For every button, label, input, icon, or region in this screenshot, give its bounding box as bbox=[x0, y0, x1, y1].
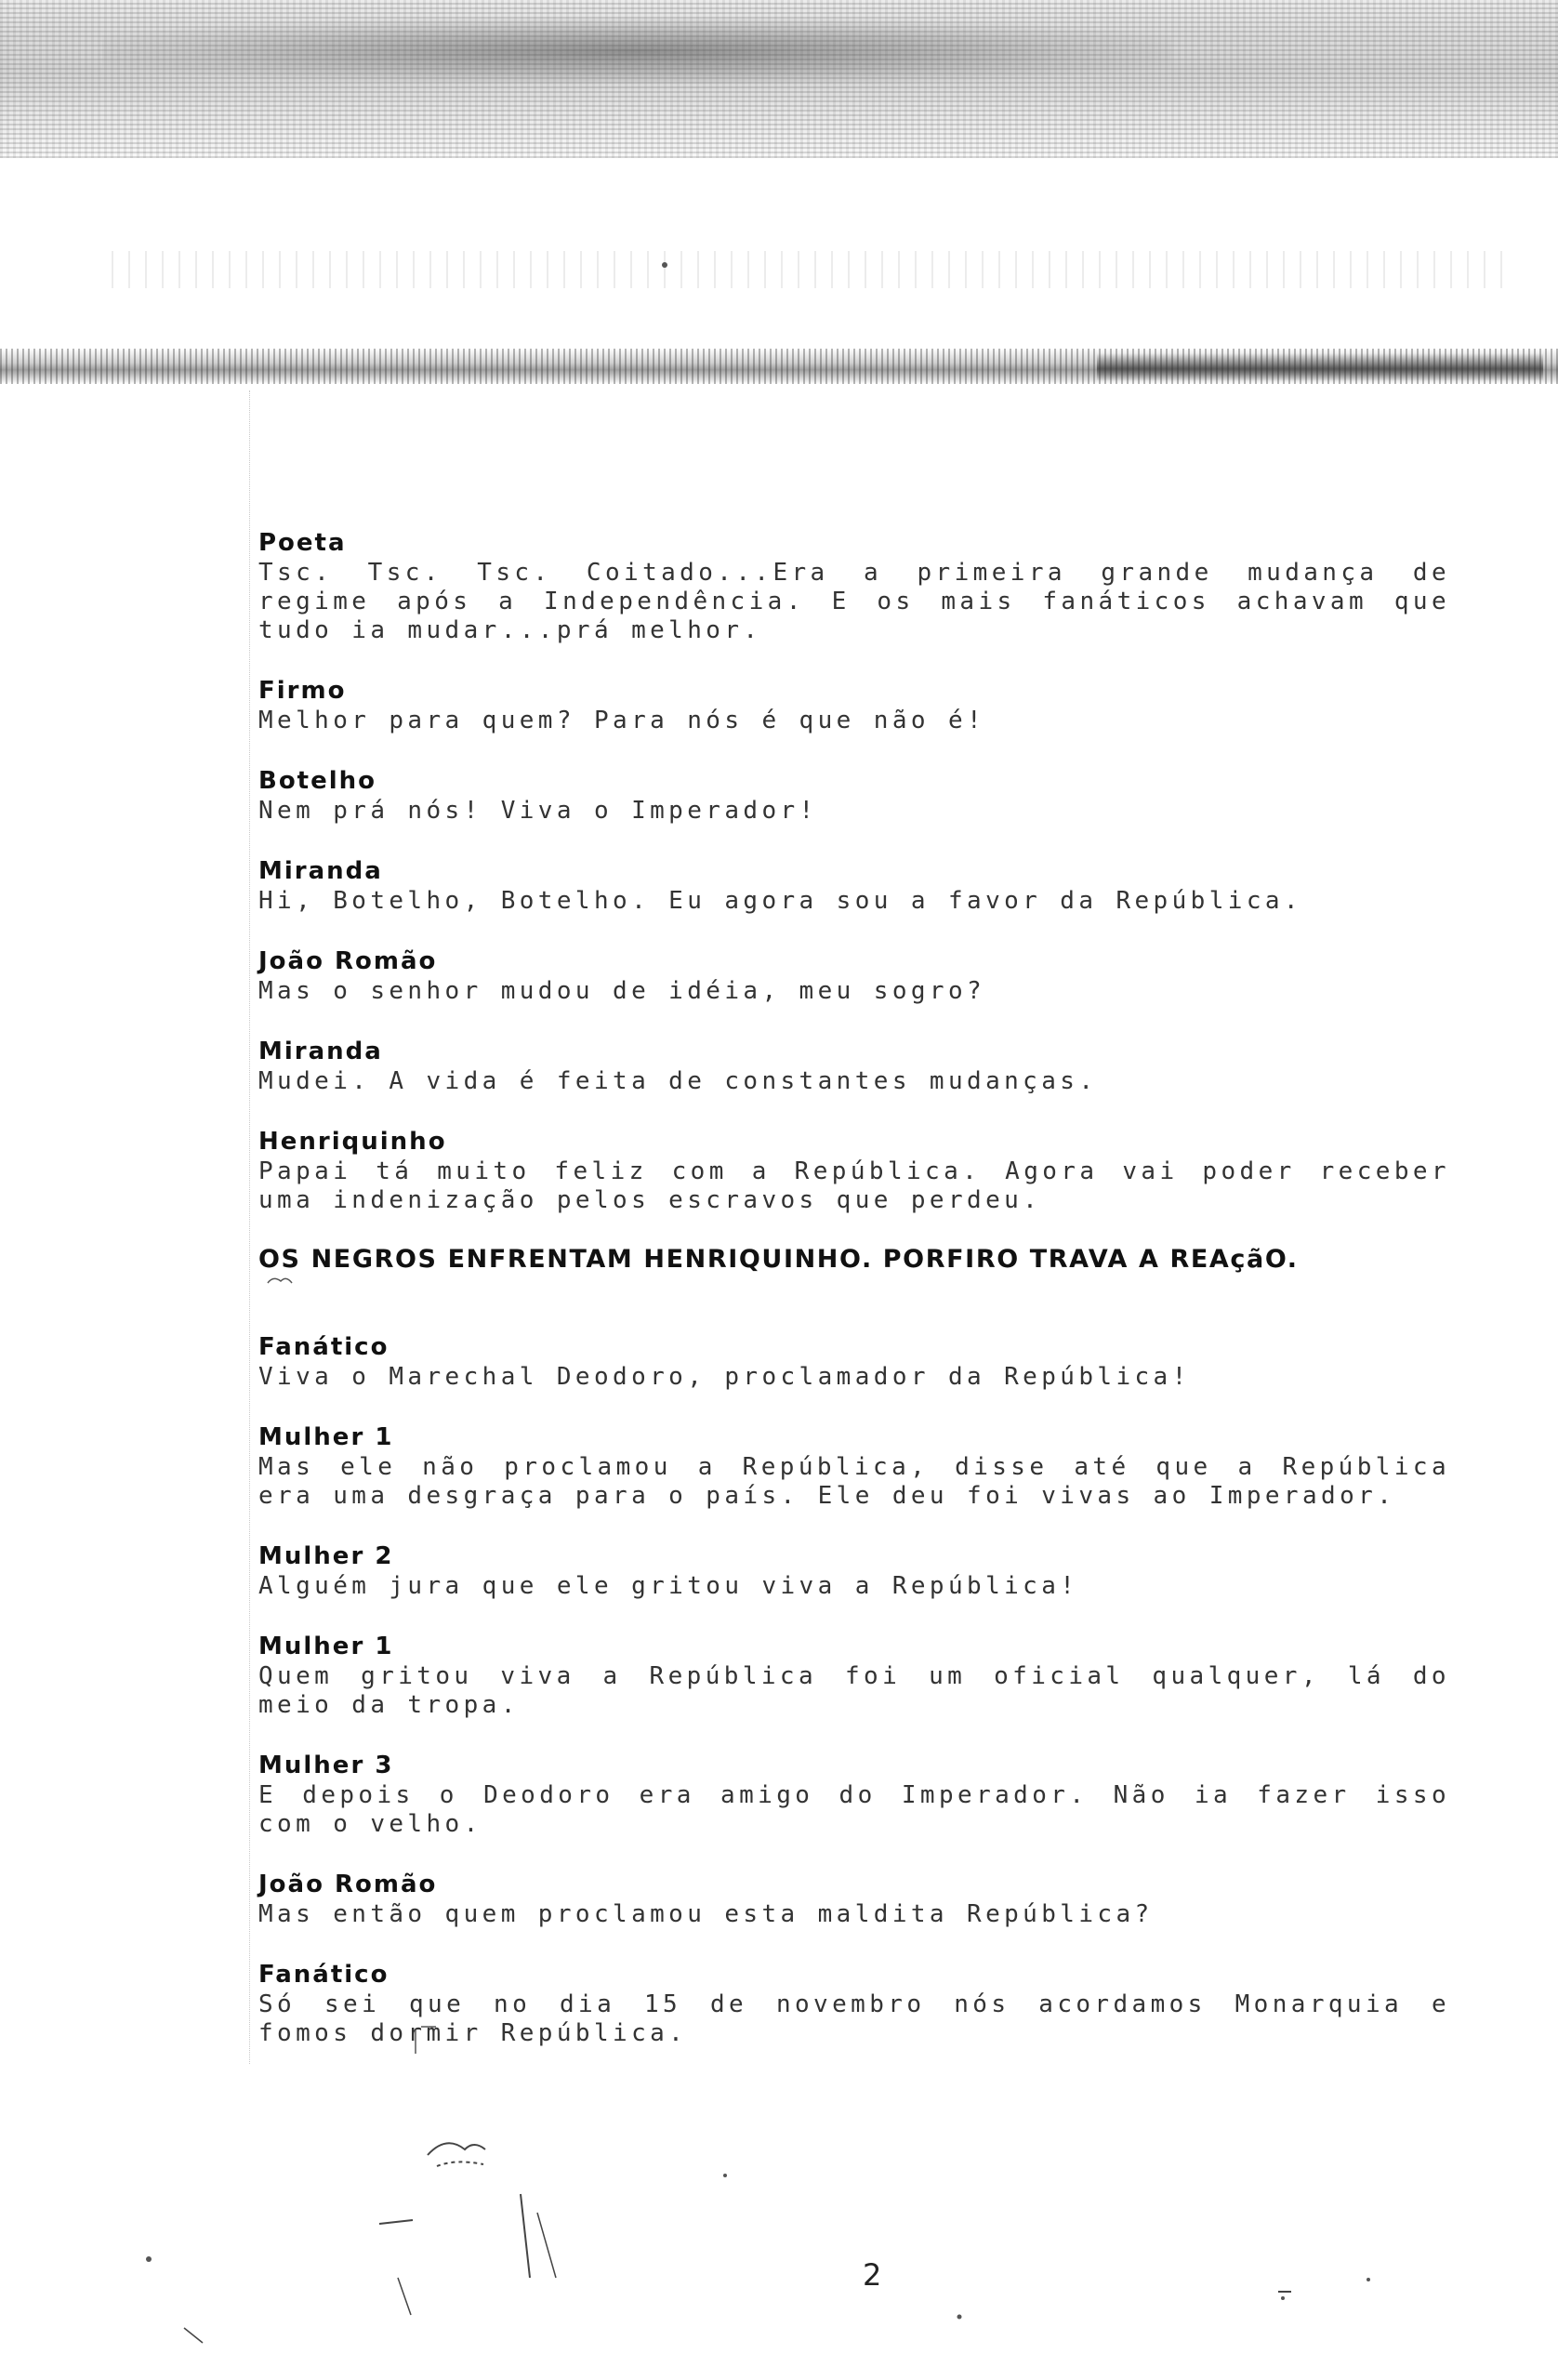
dialogue-block bbox=[258, 1540, 1467, 1601]
dialogue-block bbox=[258, 765, 1467, 826]
speaker-name: Mulher 2 bbox=[258, 1542, 394, 1570]
speaker-name: Miranda bbox=[258, 1038, 383, 1065]
dialogue-block bbox=[258, 1126, 1467, 1215]
speaker-name: Mulher 1 bbox=[258, 1633, 394, 1660]
dialogue-line: Tsc. Tsc. Tsc. Coitado...Era a primeira grande mudança de regime após a Independência. E os mais fanáticos achavam que tudo ia mudar...prá melhor. bbox=[258, 559, 1450, 644]
dialogue-line: Mas ele não proclamou a República, disse até que a República era uma desgraça para o país. Ele deu foi vivas ao Imperador. bbox=[258, 1453, 1450, 1510]
scan-noise-dots bbox=[112, 251, 1506, 288]
script-body bbox=[258, 527, 1467, 2078]
dialogue-line: Mudei. A vida é feita de constantes mudanças. bbox=[258, 1067, 1098, 1095]
speaker-name: Miranda bbox=[258, 857, 383, 885]
speaker-name: Mulher 3 bbox=[258, 1752, 394, 1779]
dialogue-line: E depois o Deodoro era amigo do Imperador. Não ia fazer isso com o velho. bbox=[258, 1781, 1450, 1838]
dialogue-block bbox=[258, 1869, 1467, 1929]
dialogue-line: Mas então quem proclamou esta maldita República? bbox=[258, 1900, 1154, 1928]
dialogue-line: Hi, Botelho, Botelho. Eu agora sou a favor da República. bbox=[258, 887, 1302, 915]
dialogue-line: Viva o Marechal Deodoro, proclamador da República! bbox=[258, 1363, 1191, 1391]
speaker-name: Fanático bbox=[258, 1333, 390, 1361]
dialogue-line: Papai tá muito feliz com a República. Agora vai poder receber uma indenização pelos escravos que perdeu. bbox=[258, 1157, 1450, 1214]
scan-noise-line-dark bbox=[1097, 353, 1543, 381]
dialogue-line: Só sei que no dia 15 de novembro nós acordamos Monarquia e fomos dormir República. bbox=[258, 1990, 1450, 2047]
dialogue-block bbox=[258, 1631, 1467, 1720]
dialogue-line: Mas o senhor mudou de idéia, meu sogro? bbox=[258, 977, 986, 1005]
speaker-name: Mulher 1 bbox=[258, 1423, 394, 1451]
dialogue-block bbox=[258, 1421, 1467, 1511]
dialogue-block bbox=[258, 1959, 1467, 2048]
speaker-name: Henriquinho bbox=[258, 1128, 447, 1156]
speaker-name: Fanático bbox=[258, 1961, 390, 1989]
scan-noise-dark-area bbox=[102, 19, 1171, 84]
dialogue-line: Quem gritou viva a República foi um oficial qualquer, lá do meio da tropa. bbox=[258, 1662, 1450, 1719]
page-number: 2 bbox=[863, 2257, 882, 2293]
speaker-name: Botelho bbox=[258, 767, 377, 795]
dialogue-line: Alguém jura que ele gritou viva a República! bbox=[258, 1572, 1079, 1600]
dialogue-block bbox=[258, 945, 1467, 1006]
stage-direction: OS NEGROS ENFRENTAM HENRIQUINHO. PORFIRO TRAVA A REAçãO. bbox=[258, 1245, 1299, 1274]
dialogue-block bbox=[258, 855, 1467, 916]
dialogue-block bbox=[258, 675, 1467, 735]
dialogue-block bbox=[258, 1750, 1467, 1839]
dialogue-line: Nem prá nós! Viva o Imperador! bbox=[258, 797, 818, 825]
dialogue-line: Melhor para quem? Para nós é que não é! bbox=[258, 707, 986, 734]
dialogue-block bbox=[258, 1036, 1467, 1096]
margin-rule bbox=[249, 390, 251, 2064]
speaker-name: Firmo bbox=[258, 677, 347, 705]
dialogue-block bbox=[258, 1331, 1467, 1392]
speaker-name: João Romão bbox=[258, 947, 438, 975]
speaker-name: João Romão bbox=[258, 1871, 438, 1898]
dialogue-block bbox=[258, 527, 1467, 645]
speaker-name: Poeta bbox=[258, 529, 347, 557]
